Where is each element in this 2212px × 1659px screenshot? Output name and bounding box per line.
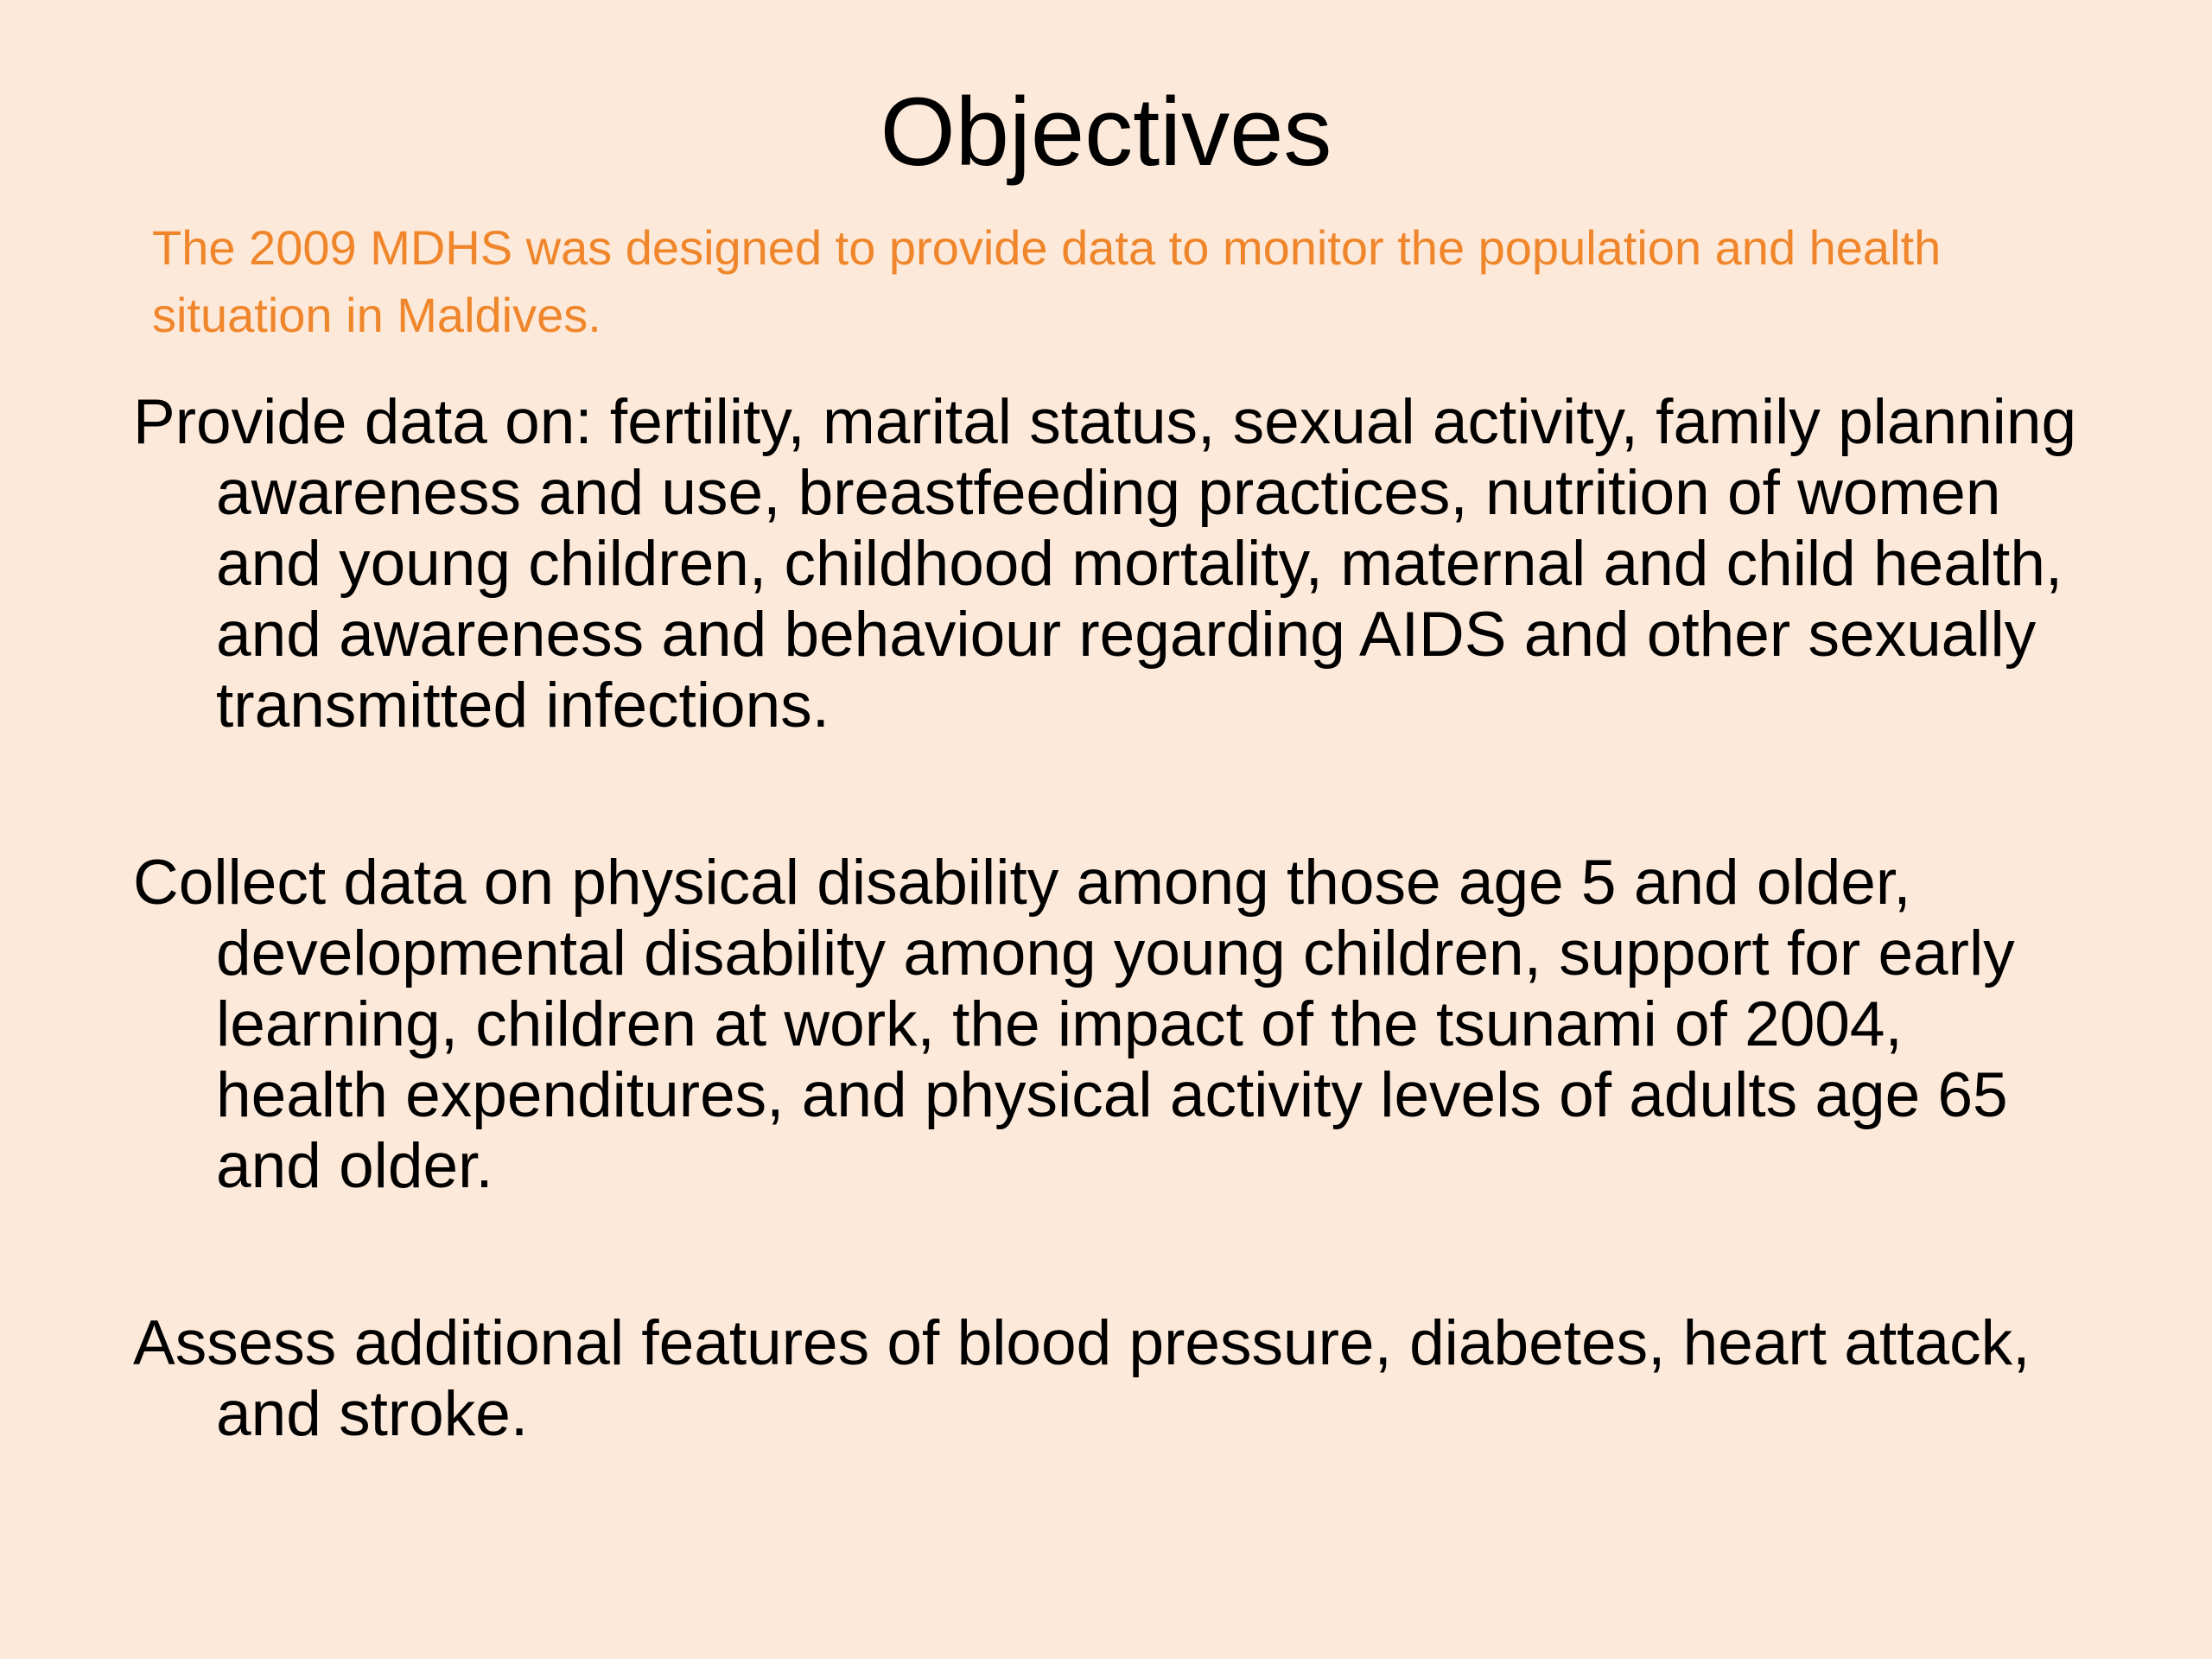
slide-subtitle: The 2009 MDHS was designed to provide data to monitor the population and health situation in Maldives. <box>152 220 1942 342</box>
slide-title: Objectives <box>880 78 1332 186</box>
objective-item-data-provision: Provide data on: fertility, marital status, sexual activity, family planning awareness and use, breastfeeding practices, nutrition of women and young children, childhood mortality, maternal and child health, and awareness and behaviour regarding AIDS and other sexually transmitted infections. <box>133 387 2077 741</box>
objectives-list <box>133 387 2086 1450</box>
objective-item-data-collection: Collect data on physical disability among those age 5 and older, developmental disability among young children, support for early learning, children at work, the impact of the tsunami of 2004, health expenditures, and physical activity levels of adults age 65 and older. <box>133 848 2015 1201</box>
objective-item-assessment: Assess additional features of blood pressure, diabetes, heart attack, and stroke. <box>133 1308 2031 1449</box>
